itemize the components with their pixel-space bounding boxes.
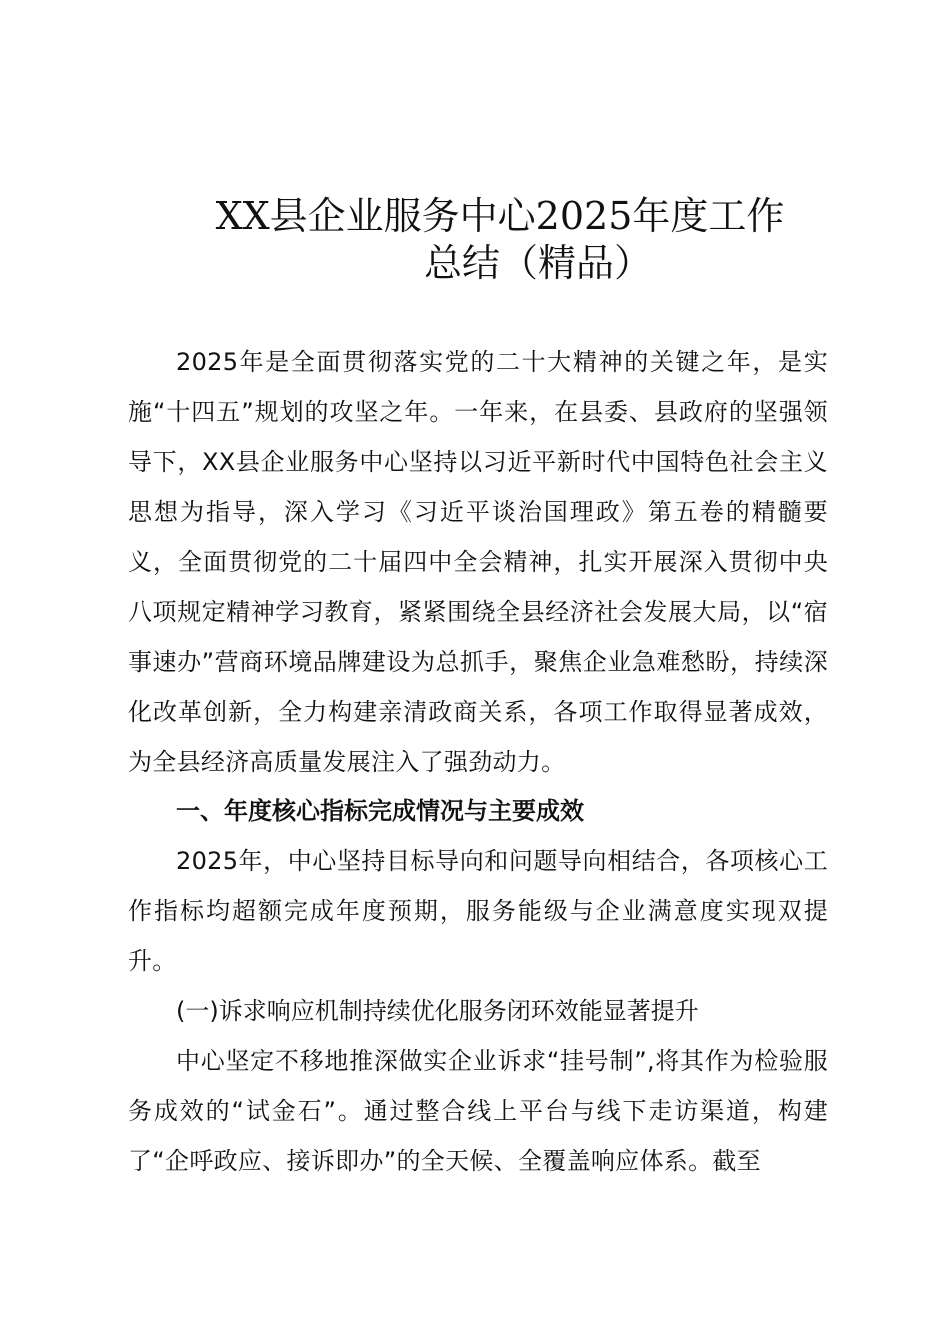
intro-paragraph: 2025年是全面贯彻落实党的二十大精神的关键之年，是实施“十四五”规划的攻坚之年。一年来，在县委、县政府的坚强领导下，XX县企业服务中心坚持以习近平新时代中国特色社会主义思想为指导，深入学习《习近平谈治国理政》第五卷的精髓要义，全面贯彻党的二十届四中全会精神，扎实开展深入贯彻中央八项规定精神学习教育，紧紧围绕全县经济社会发展大局，以“宿事速办”营商环境品牌建设为总抓手，聚焦企业急难愁盼，持续深化改革创新，全力构建亲清政商关系，各项工作取得显著成效，为全县经济高质量发展注入了强劲动力。 xyxy=(128,348,828,776)
document-title-line2: 总结（精品） xyxy=(423,241,652,285)
subsection-1-paragraph: 中心坚定不移地推深做实企业诉求“挂号制”,将其作为检验服务成效的“试金石”。通过整合线上平台与线下走访渠道，构建了“企呼政应、接诉即办”的全天候、全覆盖响应体系。截至 xyxy=(128,1047,828,1175)
subsection-heading-1: (一)诉求响应机制持续优化服务闭环效能显著提升 xyxy=(176,997,699,1025)
section-heading-1: 一、年度核心指标完成情况与主要成效 xyxy=(176,797,584,825)
document-title-line1: XX县企业服务中心2025年度工作 xyxy=(215,194,785,238)
section-1-paragraph: 2025年，中心坚持目标导向和问题导向相结合，各项核心工作指标均超额完成年度预期，服务能级与企业满意度实现双提升。 xyxy=(128,847,828,975)
